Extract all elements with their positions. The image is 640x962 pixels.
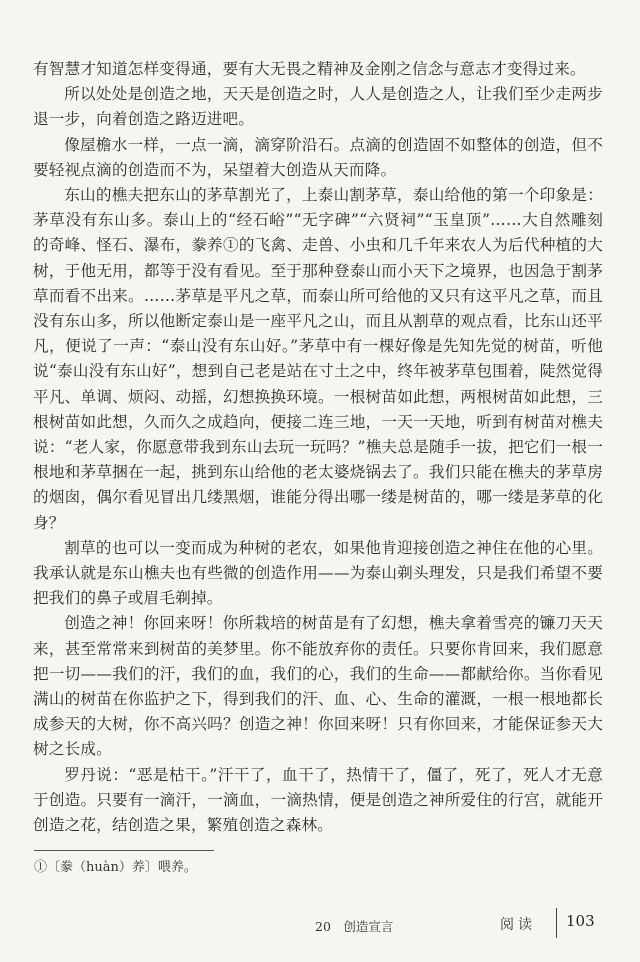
paragraph-7: 罗丹说：“恶是枯干。”汗干了，血干了，热情干了，僵了，死了，死人才无意于创造。只要有一滴汗，一滴血，一滴热情，便是创造之神所爱住的行宫，就能开创造之花，结创造之果，繁殖创造之森林。 (33, 765, 603, 835)
page-number: 103 (566, 912, 595, 930)
section-label: 阅读 (500, 917, 536, 933)
paragraph-5: 割草的也可以一变而成为种树的老农，如果他肯迎接创造之神住在他的心里。我承认就是东山樵夫也有些微的创造作用——为泰山剃头理发，只是我们希望不要把我们的鼻子或眉毛剃掉。 (33, 538, 603, 608)
paragraph-2: 所以处处是创造之地，天天是创造之时，人人是创造之人，让我们至少走两步退一步，向着创造之路迈进吧。 (33, 85, 603, 129)
footer-divider (556, 908, 557, 938)
footnote: ①〔豢（huàn）养〕喂养。 (34, 860, 197, 875)
paragraph-4: 东山的樵夫把东山的茅草割光了，上泰山割茅草，泰山给他的第一个印象是：茅草没有东山多。泰山上的“经石峪”“无字碑”“六贤祠”“玉皇顶”……大自然雕刻的奇峰、怪石、瀑布，豢养①的飞禽、走兽、小虫和几千年来农人为后代种植的大树，于他无用，都等于没有看见。至于那种登泰山而小天下之境界，也因急于割茅草而看不出来。……茅草是平凡之草，而泰山所可给他的又只有这平凡之草，而且没有东山多，所以他断定泰山是一座平凡之山，而且从割草的观点看，比东山还平凡，便说了一声：“泰山没有东山好。”茅草中有一棵好像是先知先觉的树苗，听他说“泰山没有东山好”，想到自己老是站在寸土之中，终年被茅草包围着，陡然觉得平凡、单调、烦闷、动摇，幻想换换环境。一根树苗如此想，两根树苗如此想，三根树苗如此想，久而久之成趋向，便接二连三地，一天一天地，听到有树苗对樵夫说：“老人家，你愿意带我到东山去玩一玩吗？”樵夫总是随手一拔，把它们一根一根地和茅草捆在一起，挑到东山给他的老太婆烧锅去了。我们只能在樵夫的茅草房的烟囱，偶尔看见冒出几缕黑烟，谁能分得出哪一缕是树苗的，哪一缕是茅草的化身？ (33, 186, 603, 532)
body-text (33, 57, 603, 838)
footnote-divider (34, 850, 214, 851)
paragraph-3: 像屋檐水一样，一点一滴，滴穿阶沿石。点滴的创造固不如整体的创造，但不要轻视点滴的创造而不为，呆望着大创造从天而降。 (33, 135, 603, 179)
chapter-title: 20 创造宣言 (315, 919, 394, 934)
paragraph-6: 创造之神！你回来呀！你所栽培的树苗是有了幻想，樵夫拿着雪亮的镰刀天天来，甚至常常来到树苗的美梦里。你不能放弃你的责任。只要你肯回来，我们愿意把一切——我们的汗，我们的血，我们的心，我们的生命——都献给你。当你看见满山的树苗在你监护之下，得到我们的汗、血、心、生命的灌溉，一根一根地都长成参天的大树，你不高兴吗？创造之神！你回来呀！只有你回来，才能保证参天大树之长成。 (33, 614, 603, 759)
paragraph-1: 有智慧才知道怎样变得通，要有大无畏之精神及金刚之信念与意志才变得过来。 (33, 60, 586, 78)
